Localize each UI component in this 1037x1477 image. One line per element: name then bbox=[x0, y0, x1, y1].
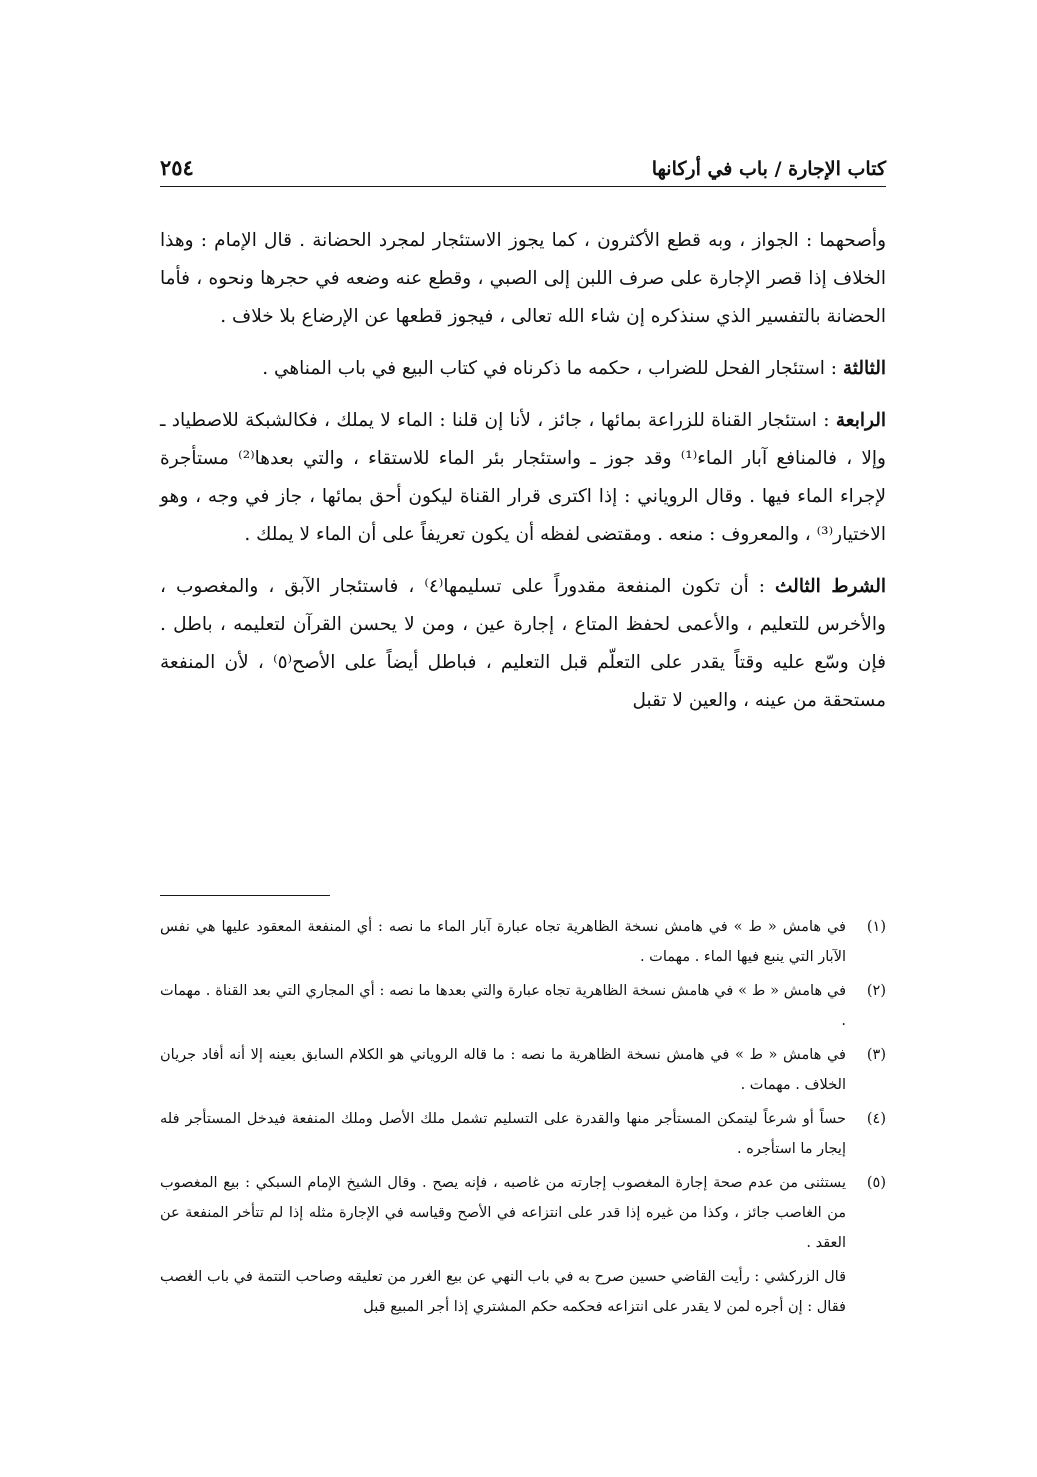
footnotes bbox=[160, 912, 886, 1322]
paragraph-3-text: : استئجار القناة للزراعة بمائها ، جائز ، لأنا إن قلنا : الماء لا يملك ، فكالشبكة للاصطياد ـ وإلا ، فالمنافع آبار الماء⁽¹⁾ وقد جوز ـ واستئجار بئر الماء للاستقاء ، والتي بعدها⁽²⁾ مستأجرة لإجراء الماء فيها . وقال الروياني : إذا اكترى قرار القناة ليكون أحق بمائها ، جاز في وجه ، وهو الاختيار⁽³⁾ ، والمعروف : منعه . ومقتضى لفظه أن يكون تعريفاً على أن الماء لا يملك . bbox=[160, 410, 886, 545]
paragraph-3 bbox=[160, 402, 886, 554]
page-header bbox=[160, 150, 886, 187]
footnote-text: في هامش « ط » في هامش نسخة الظاهرية تجاه عبارة آبار الماء ما نصه : أي المنفعة المعقود عليها هي نفس الآبار التي ينبع فيها الماء . مهمات . bbox=[160, 919, 846, 965]
footnote-number: (١) bbox=[866, 919, 886, 935]
footnote-continuation: قال الزركشي : رأيت القاضي حسين صرح به في باب النهي عن بيع الغرر من تعليقه وصاحب التتمة في باب الغصب فقال : إن أجره لمن لا يقدر على انتزاعه فحكمه حكم المشتري إذا أجر المبيع قبل bbox=[160, 1269, 846, 1315]
paragraph-4-text: : أن تكون المنفعة مقدوراً على تسليمها⁽٤⁾ ، فاستئجار الآبق ، والمغصوب ، والأخرس للتعليم ، والأعمى لحفظ المتاع ، إجارة عين ، ومن لا يحسن القرآن لتعليمه ، باطل . فإن وسّع عليه وقتاً يقدر على التعلّم قبل التعليم ، فباطل أيضاً على الأصح⁽٥⁾ ، لأن المنفعة مستحقة من عينه ، والعين لا تقبل bbox=[160, 576, 886, 711]
footnote bbox=[160, 1040, 886, 1100]
paragraph-1: وأصحهما : الجواز ، وبه قطع الأكثرون ، كما يجوز الاستئجار لمجرد الحضانة . قال الإمام : وهذا الخلاف إذا قصر الإجارة على صرف اللبن إلى الصبي ، وقطع عنه وضعه في حجرها ونحوه ، فأما الحضانة بالتفسير الذي سنذكره إن شاء الله تعالى ، فيجوز قطعها عن الإرضاع بلا خلاف . bbox=[160, 230, 886, 327]
footnote-number: (٤) bbox=[866, 1111, 886, 1127]
main-text bbox=[160, 222, 886, 734]
footnote-divider bbox=[160, 895, 330, 896]
footnote bbox=[160, 1104, 886, 1164]
footnote-number: (٥) bbox=[866, 1175, 886, 1191]
page-number: ٢٥٤ bbox=[160, 155, 194, 180]
footnote-number: (٢) bbox=[866, 983, 886, 999]
footnote bbox=[160, 912, 886, 972]
footnote-text: حساً أو شرعاً ليتمكن المستأجر منها والقدرة على التسليم تشمل ملك الأصل وملك المنفعة فيدخل المستأجر فله إيجار ما استأجره . bbox=[160, 1111, 846, 1157]
footnote-number: (٣) bbox=[866, 1047, 886, 1063]
running-title: كتاب الإجارة / باب في أركانها bbox=[651, 158, 886, 180]
footnote-text: في هامش « ط » في هامش نسخة الظاهرية ما نصه : ما قاله الروياني هو الكلام السابق بعينه إلا أنه أفاد جريان الخلاف . مهمات . bbox=[160, 1047, 846, 1093]
paragraph-4-lead: الشرط الثالث bbox=[775, 576, 886, 597]
paragraph-4 bbox=[160, 568, 886, 720]
paragraph-3-lead: الرابعة bbox=[835, 410, 886, 431]
paragraph-2-lead: الثالثة bbox=[842, 358, 886, 379]
footnote-text: يستثنى من عدم صحة إجارة المغصوب إجارته من غاصبه ، فإنه يصح . وقال الشيخ الإمام السبكي : بيع المغصوب من الغاصب جائز ، وكذا من غيره إذا قدر على انتزاعه في الأصح وقياسه في الإجارة مثله إذا لم تتأخر المنفعة عن العقد . bbox=[160, 1175, 846, 1251]
footnote-text: في هامش « ط » في هامش نسخة الظاهرية تجاه عبارة والتي بعدها ما نصه : أي المجاري التي بعد القناة . مهمات . bbox=[160, 983, 846, 1029]
footnote bbox=[160, 976, 886, 1036]
footnote bbox=[160, 1168, 886, 1258]
paragraph-2 bbox=[160, 350, 886, 388]
paragraph-2-text: : استئجار الفحل للضراب ، حكمه ما ذكرناه في كتاب البيع في باب المناهي . bbox=[262, 358, 843, 379]
